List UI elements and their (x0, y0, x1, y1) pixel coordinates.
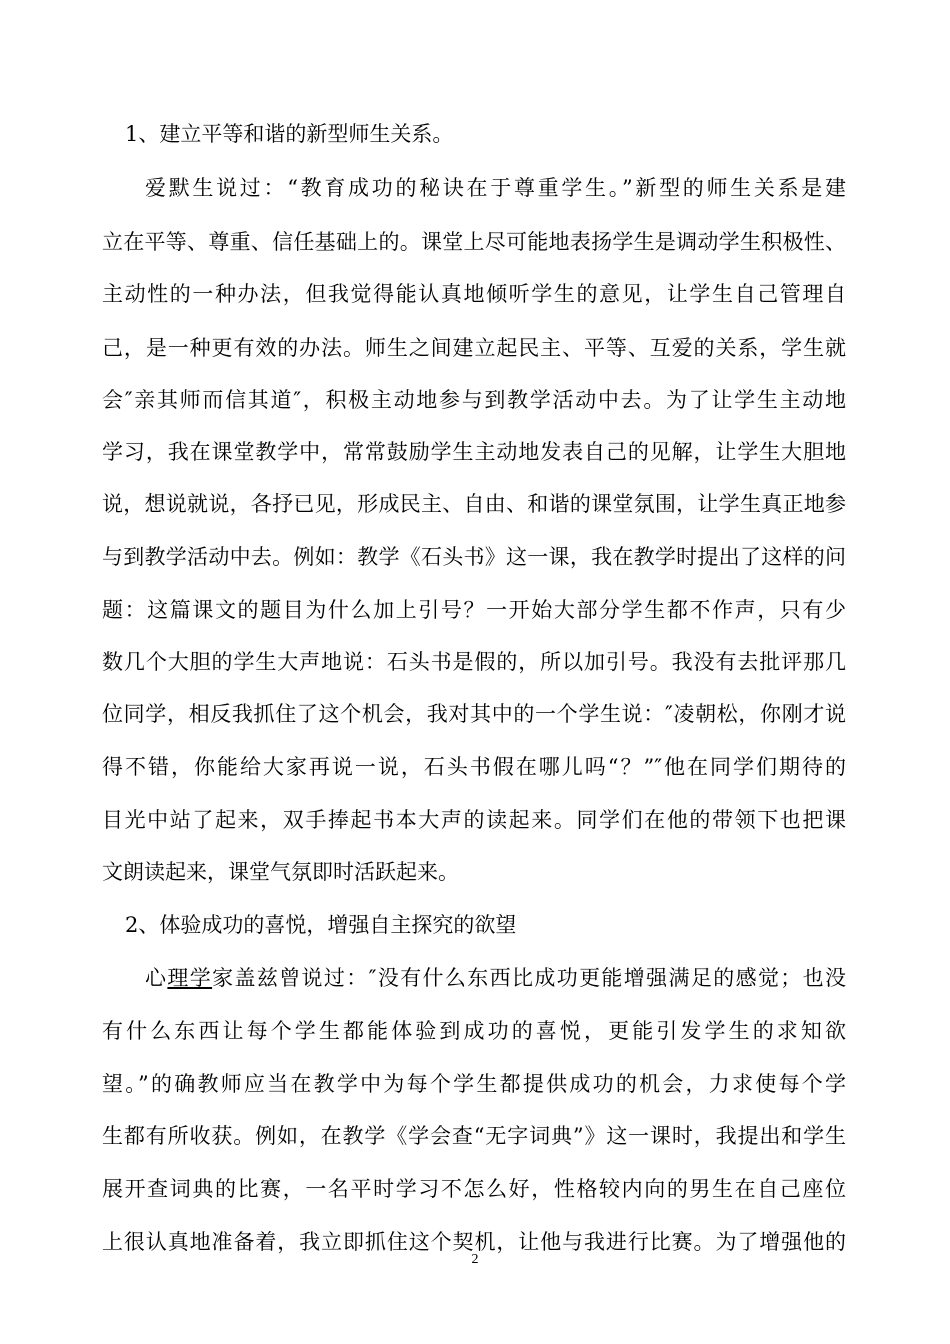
section-heading-1: 1、建立平等和谐的新型师生关系。 (125, 122, 454, 146)
paragraph-line: 说，想说就说，各抒已见，形成民主、自由、和谐的课堂氛围，让学生真正地参 (102, 492, 846, 516)
paragraph-line: 上很认真地准备着，我立即抓住这个契机，让他与我进行比赛。为了增强他的 (102, 1230, 846, 1254)
paragraph-line: 与到教学活动中去。例如：教学《石头书》这一课，我在教学时提出了这样的问 (102, 545, 846, 569)
paragraph-line: 数几个大胆的学生大声地说：石头书是假的，所以加引号。我没有去批评那几 (102, 650, 846, 674)
underlined-link[interactable]: 理学 (167, 966, 213, 990)
paragraph-line: 主动性的一种办法，但我觉得能认真地倾听学生的意见，让学生自己管理自 (102, 282, 846, 306)
text-segment: 心 (145, 966, 168, 990)
paragraph-line: 得不错，你能给大家再说一说，石头书假在哪儿吗“？”″他在同学们期待的 (102, 755, 846, 779)
paragraph-line: 展开查词典的比赛，一名平时学习不怎么好，性格较内向的男生在自己座位 (102, 1177, 846, 1201)
paragraph-line (145, 964, 846, 992)
paragraph-line: 有什么东西让每个学生都能体验到成功的喜悦，更能引发学生的求知欲 (102, 1019, 846, 1043)
paragraph-line: 文朗读起来，课堂气氛即时活跃起来。 (102, 860, 459, 884)
paragraph-line: 目光中站了起来，双手捧起书本大声的读起来。同学们在他的带领下也把课 (102, 808, 846, 832)
paragraph-line: 题：这篇课文的题目为什么加上引号？一开始大部分学生都不作声，只有少 (102, 598, 846, 622)
paragraph-line: 己，是一种更有效的办法。师生之间建立起民主、平等、互爱的关系，学生就 (102, 336, 846, 360)
paragraph-line: 学习，我在课堂教学中，常常鼓励学生主动地发表自己的见解，让学生大胆地 (102, 440, 846, 464)
paragraph-line: 会″亲其师而信其道″，积极主动地参与到教学活动中去。为了让学生主动地 (102, 388, 846, 412)
paragraph-line: 位同学，相反我抓住了这个机会，我对其中的一个学生说：″凌朝松，你刚才说 (102, 702, 846, 726)
page-number: 2 (471, 1252, 479, 1267)
text-segment: 家盖兹曾说过：″没有什么东西比成功更能增强满足的感觉；也没 (212, 966, 847, 990)
paragraph-line: 望。”的确教师应当在教学中为每个学生都提供成功的机会，力求使每个学 (102, 1072, 846, 1096)
section-heading-2: 2、体验成功的喜悦，增强自主探究的欲望 (125, 913, 517, 937)
paragraph-line: 生都有所收获。例如，在教学《学会查“无字词典”》这一课时，我提出和学生 (102, 1124, 846, 1148)
paragraph-line: 立在平等、尊重、信任基础上的。课堂上尽可能地表扬学生是调动学生积极性、 (102, 230, 846, 254)
paragraph-line: 爱默生说过：“教育成功的秘诀在于尊重学生。”新型的师生关系是建 (145, 176, 846, 200)
